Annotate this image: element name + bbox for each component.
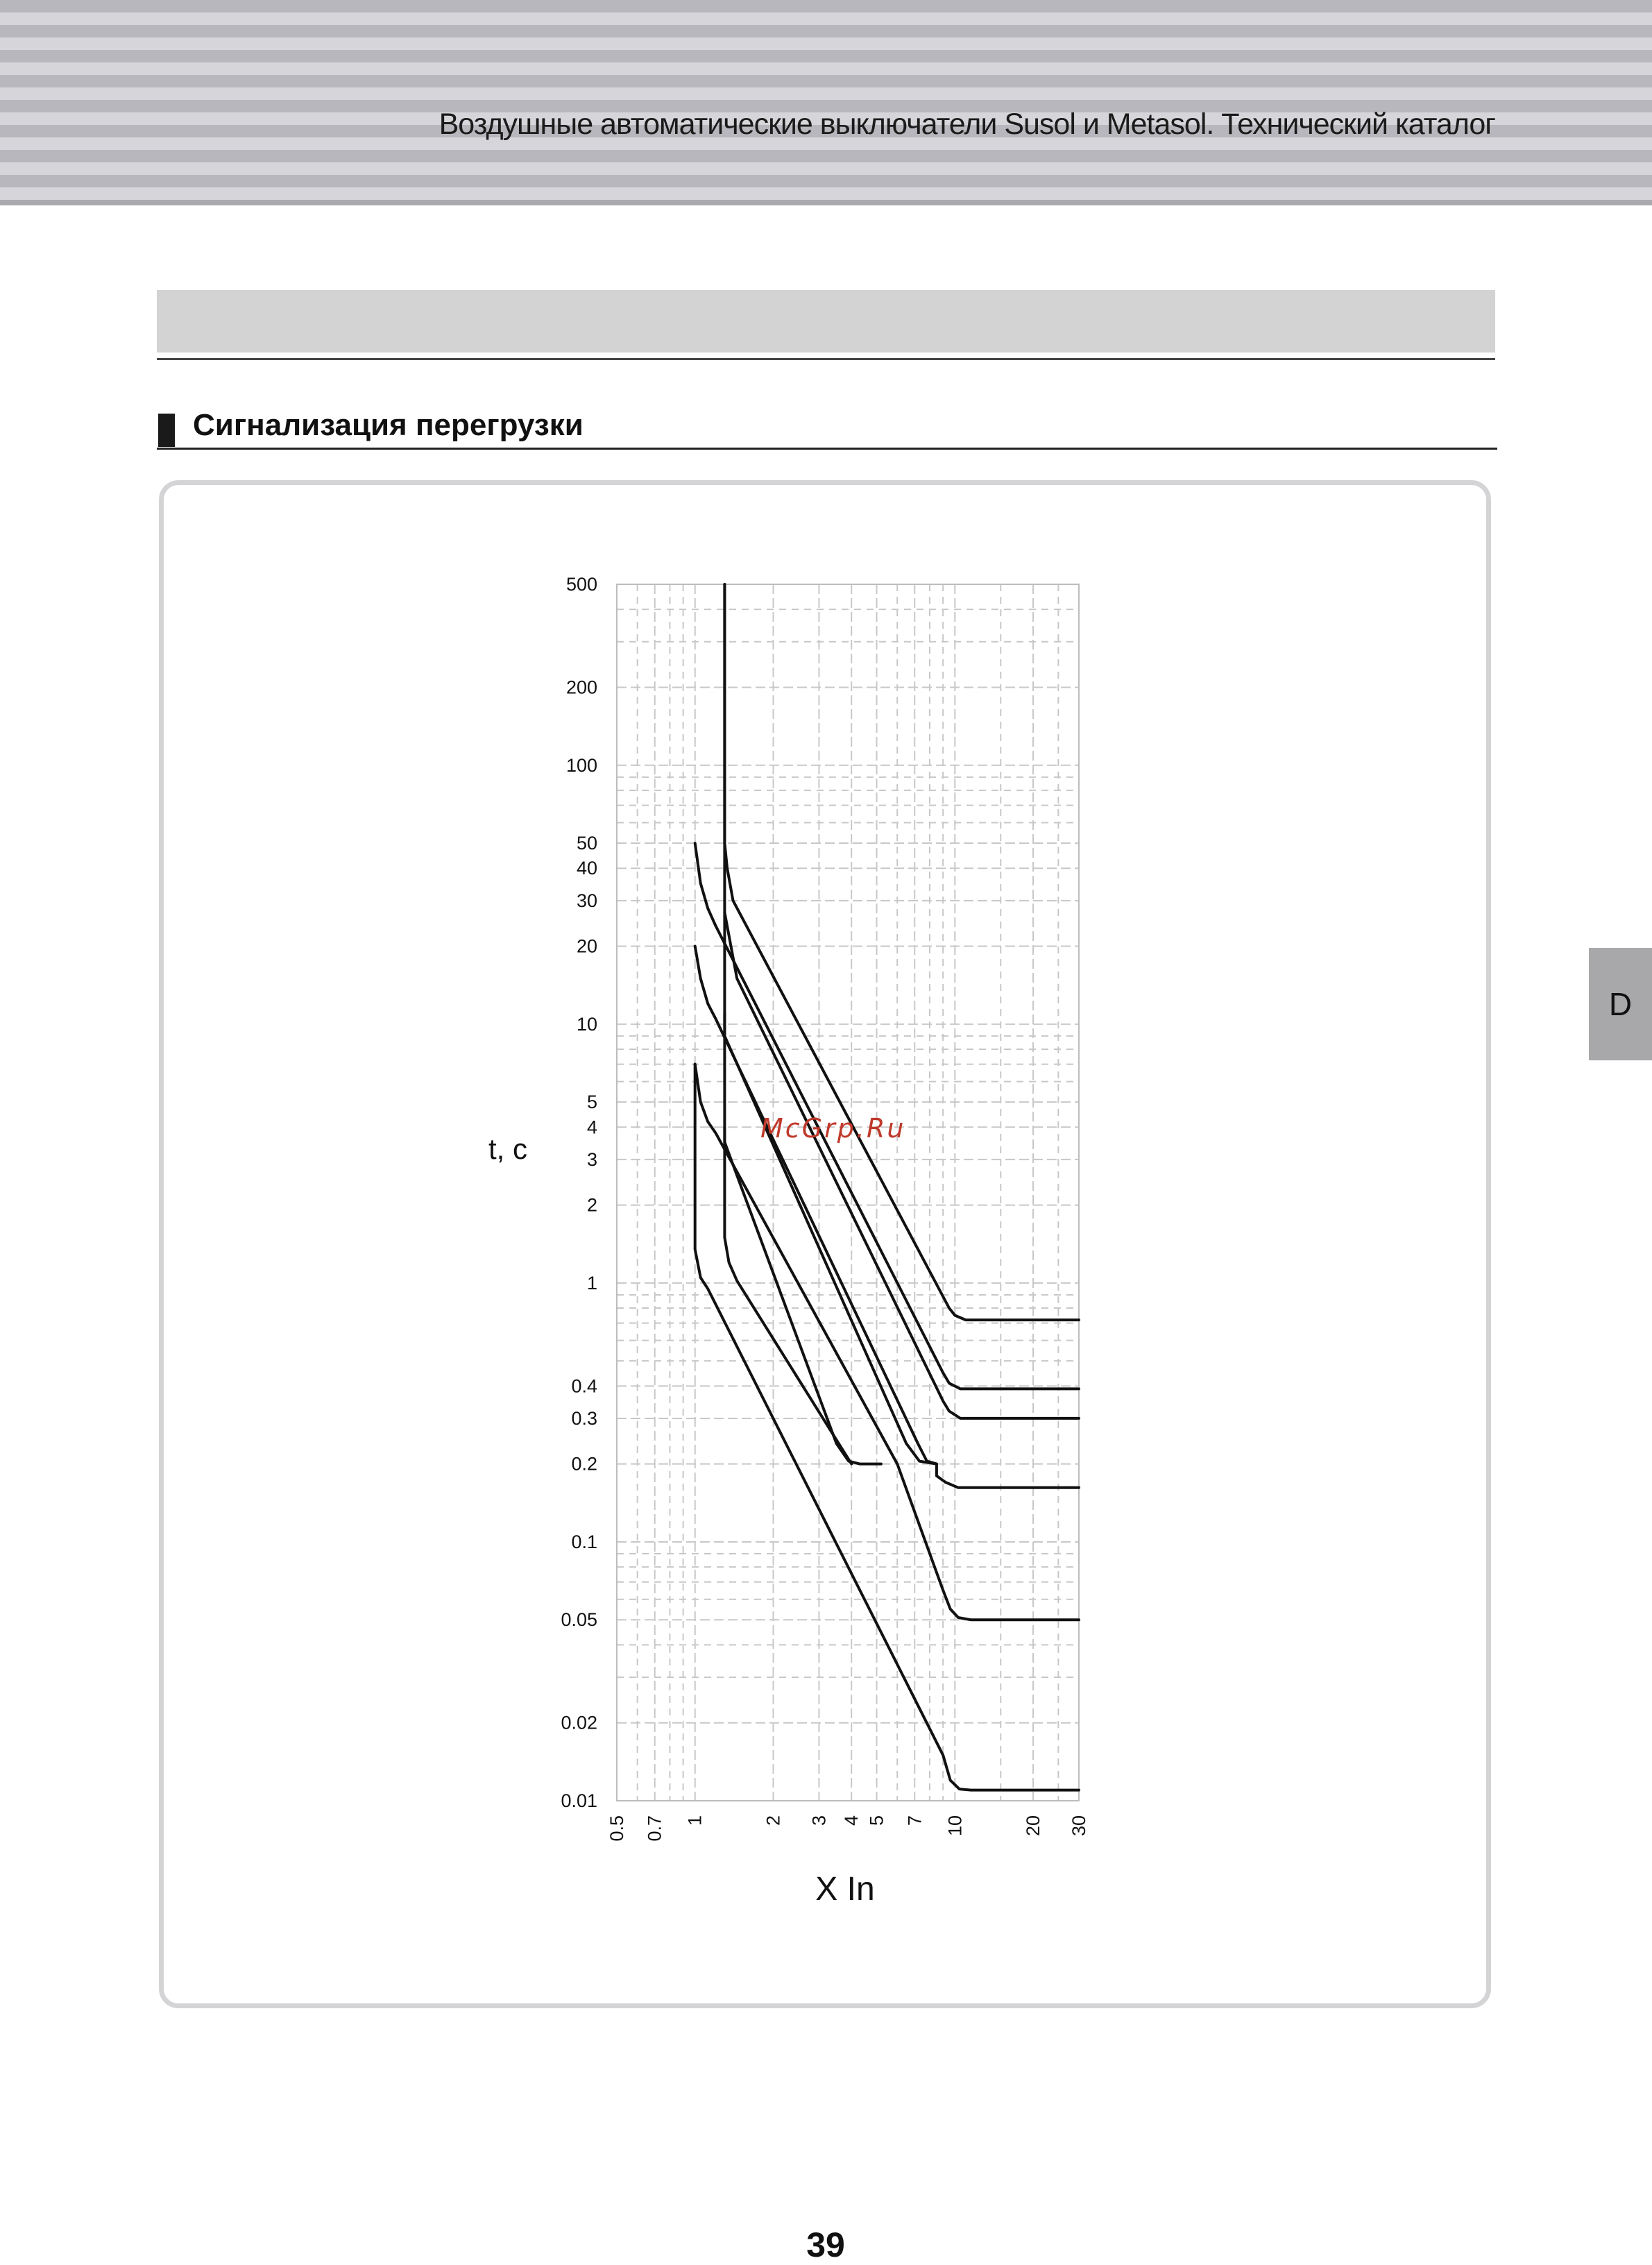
x-tick-label: 0.5 [606, 1815, 627, 1842]
side-tab-label: D [1608, 986, 1633, 1022]
x-tick-label: 4 [841, 1815, 862, 1826]
x-tick-label: 20 [1023, 1815, 1044, 1837]
trip-curve-8 [695, 1064, 1079, 1790]
trip-curve-3 [724, 913, 1079, 1418]
y-tick-label: 0.02 [561, 1712, 597, 1733]
trip-curve-7 [724, 1127, 881, 1464]
chart-tick-labels [561, 574, 1089, 1842]
x-tick-label: 7 [904, 1815, 926, 1826]
y-tick-label: 0.4 [571, 1375, 597, 1397]
y-tick-label: 3 [586, 1148, 597, 1170]
y-tick-label: 10 [576, 1013, 597, 1035]
y-tick-label: 0.01 [561, 1790, 597, 1811]
y-tick-label: 0.3 [571, 1407, 597, 1429]
side-tab-d[interactable] [1589, 948, 1652, 1060]
y-tick-label: 0.05 [561, 1609, 597, 1631]
trip-curve-6 [695, 1064, 1079, 1620]
page-number: 39 [806, 2225, 845, 2264]
y-tick-label: 50 [576, 833, 597, 854]
x-tick-label: 1 [684, 1815, 706, 1826]
chart-grid [617, 584, 1079, 1801]
catalog-header-title: Воздушные автоматические выключатели Susol и Metasol. Технический каталог [438, 108, 1495, 141]
y-tick-label: 0.2 [571, 1453, 597, 1475]
watermark-text: McGrp.Ru [760, 1113, 906, 1144]
y-tick-label: 5 [586, 1092, 597, 1113]
y-tick-label: 30 [576, 890, 597, 911]
y-tick-label: 20 [576, 935, 597, 957]
y-tick-label: 1 [586, 1272, 597, 1293]
y-tick-label: 4 [586, 1117, 597, 1138]
plot-frame [617, 584, 1079, 1801]
y-tick-label: 40 [576, 858, 597, 879]
y-tick-label: 500 [565, 574, 597, 595]
y-tick-label: 0.1 [571, 1531, 597, 1552]
x-tick-label: 0.7 [644, 1815, 665, 1842]
x-tick-label: 3 [808, 1815, 830, 1826]
trip-curve-1 [724, 584, 1079, 1320]
section-title: Сигнализация перегрузки [193, 408, 584, 442]
x-tick-label: 30 [1068, 1815, 1089, 1837]
y-tick-label: 2 [586, 1194, 597, 1216]
x-axis-label: X In [815, 1871, 875, 1908]
x-tick-label: 10 [944, 1815, 966, 1837]
x-tick-label: 2 [763, 1815, 784, 1826]
x-tick-label: 5 [866, 1815, 887, 1826]
y-tick-label: 200 [565, 677, 597, 698]
y-axis-label: t, c [488, 1132, 528, 1165]
y-tick-label: 100 [565, 754, 597, 776]
